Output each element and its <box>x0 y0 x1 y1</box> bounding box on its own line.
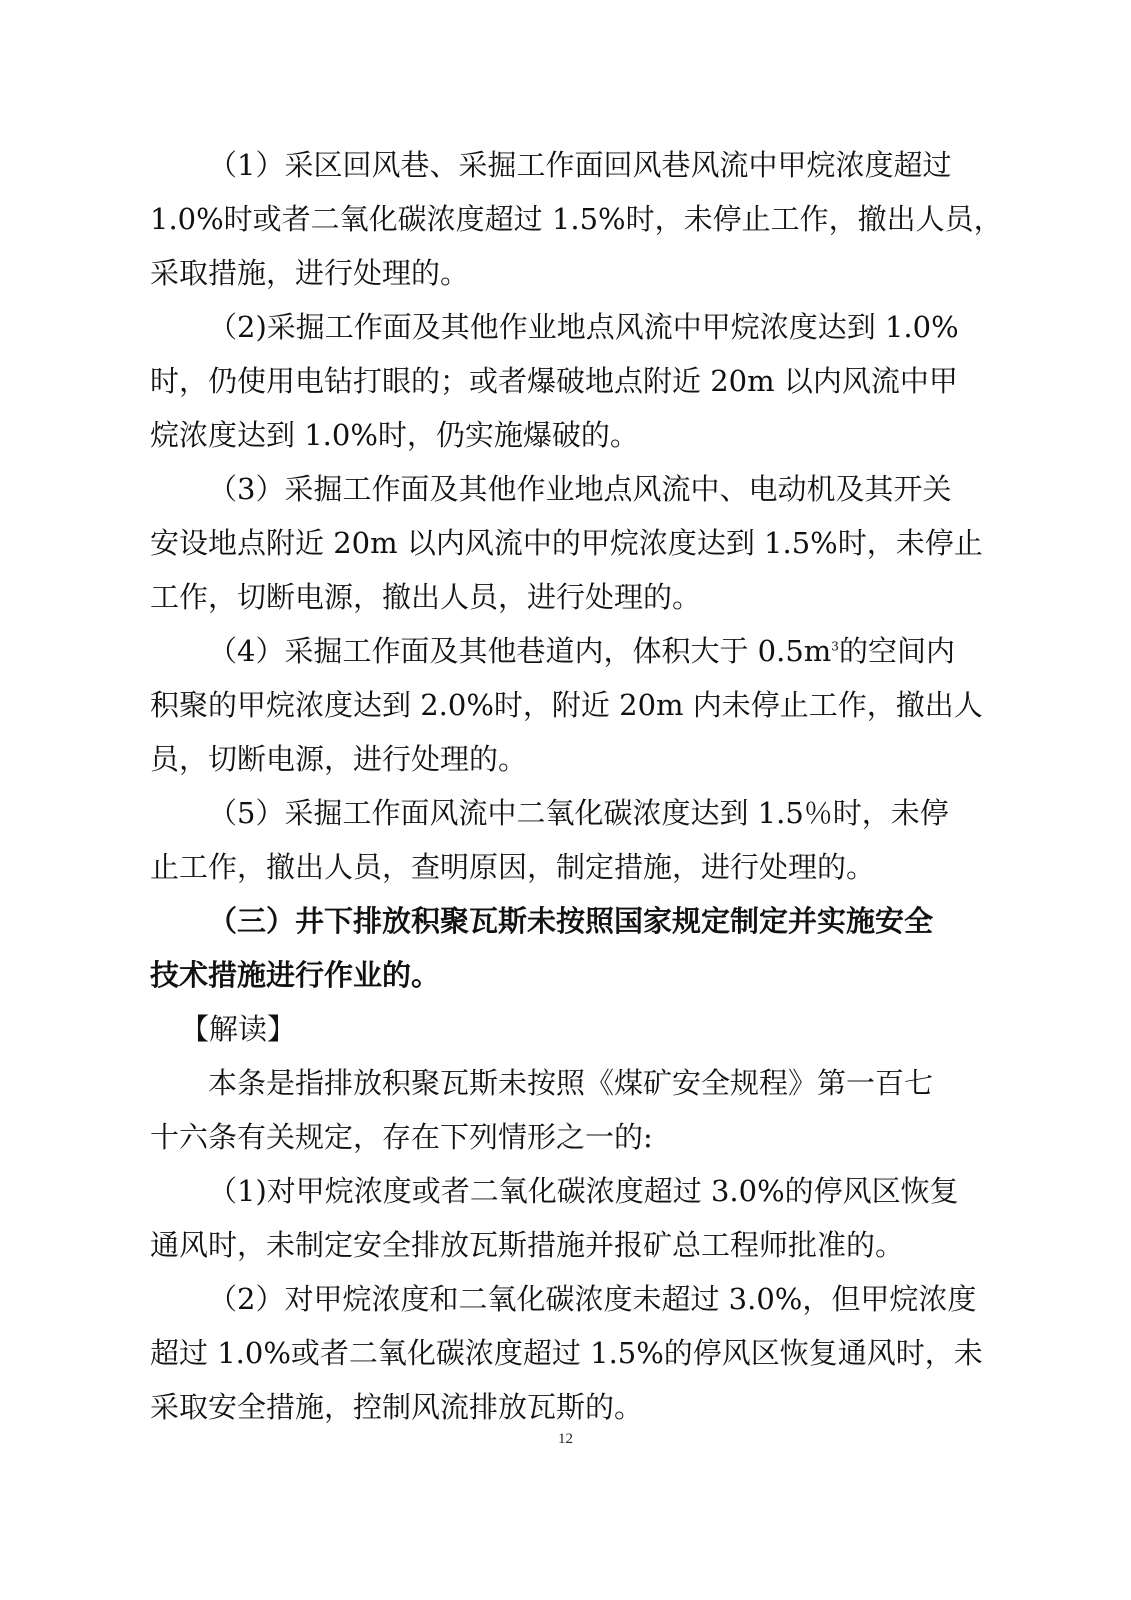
text-line: 员，切断电源，进行处理的。 <box>150 742 528 776</box>
text-line: 本条是指排放积聚瓦斯未按照《煤矿安全规程》第一百七 <box>208 1066 934 1100</box>
paragraph-3 <box>150 462 983 624</box>
text-line: 通风时，未制定安全排放瓦斯措施并报矿总工程师批准的。 <box>150 1228 905 1262</box>
document-body <box>150 138 1003 1434</box>
text-line: 超过 1.0%或者二氧化碳浓度超过 1.5%的停风区恢复通风时，未 <box>150 1336 983 1370</box>
text-line: （2)采掘工作面及其他作业地点风流中甲烷浓度达到 1.0% <box>208 310 959 344</box>
text-line: 采取措施，进行处理的。 <box>150 256 470 290</box>
page-number: 12 <box>558 1431 573 1447</box>
text-line: （1)对甲烷浓度或者二氧化碳浓度超过 3.0%的停风区恢复 <box>208 1174 959 1208</box>
heading-line: 技术措施进行作业的。 <box>150 958 441 992</box>
label-line: 【解读】 <box>180 1012 297 1046</box>
paragraph-6 <box>150 1056 960 1164</box>
text-line: 止工作，撤出人员，查明原因，制定措施，进行处理的。 <box>150 850 876 884</box>
text-line: 积聚的甲烷浓度达到 2.0%时，附近 20m 内未停止工作，撤出人 <box>150 688 983 722</box>
text-line: 十六条有关规定，存在下列情形之一的: <box>150 1120 653 1154</box>
text-line: （3）采掘工作面及其他作业地点风流中、电动机及其开关 <box>208 472 952 506</box>
superscript: 3 <box>831 639 839 654</box>
text-line: 烷浓度达到 1.0%时，仍实施爆破的。 <box>150 418 639 452</box>
heading-line: （三）井下排放积聚瓦斯未按照国家规定制定并实施安全 <box>208 904 934 938</box>
text-line: 工作，切断电源，撤出人员，进行处理的。 <box>150 580 702 614</box>
paragraph-4 <box>150 624 983 786</box>
text-line-with-superscript <box>150 624 960 678</box>
text-line: （1）采区回风巷、采掘工作面回风巷风流中甲烷浓度超过 <box>208 148 952 182</box>
text-line: （2）对甲烷浓度和二氧化碳浓度未超过 3.0%，但甲烷浓度 <box>208 1282 977 1316</box>
section-heading <box>150 894 960 1002</box>
text-line: 采取安全措施，控制风流排放瓦斯的。 <box>150 1390 644 1424</box>
interpretation-label <box>150 1002 960 1056</box>
text-line: 1.0%时或者二氧化碳浓度超过 1.5%时，未停止工作，撤出人员， <box>150 202 1003 236</box>
paragraph-8 <box>150 1272 983 1434</box>
paragraph-7 <box>150 1164 960 1272</box>
text-line: 时，仍使用电钻打眼的；或者爆破地点附近 20m 以内风流中甲 <box>150 364 958 398</box>
text-run: （4）采掘工作面及其他巷道内，体积大于 0.5m <box>208 634 832 668</box>
paragraph-5 <box>150 786 960 894</box>
text-run: 的空间内 <box>838 634 955 668</box>
text-line: 安设地点附近 20m 以内风流中的甲烷浓度达到 1.5%时，未停止 <box>150 526 983 560</box>
paragraph-1 <box>150 138 1003 300</box>
paragraph-2 <box>150 300 960 462</box>
text-line: （5）采掘工作面风流中二氧化碳浓度达到 1.5％时，未停 <box>208 796 949 830</box>
